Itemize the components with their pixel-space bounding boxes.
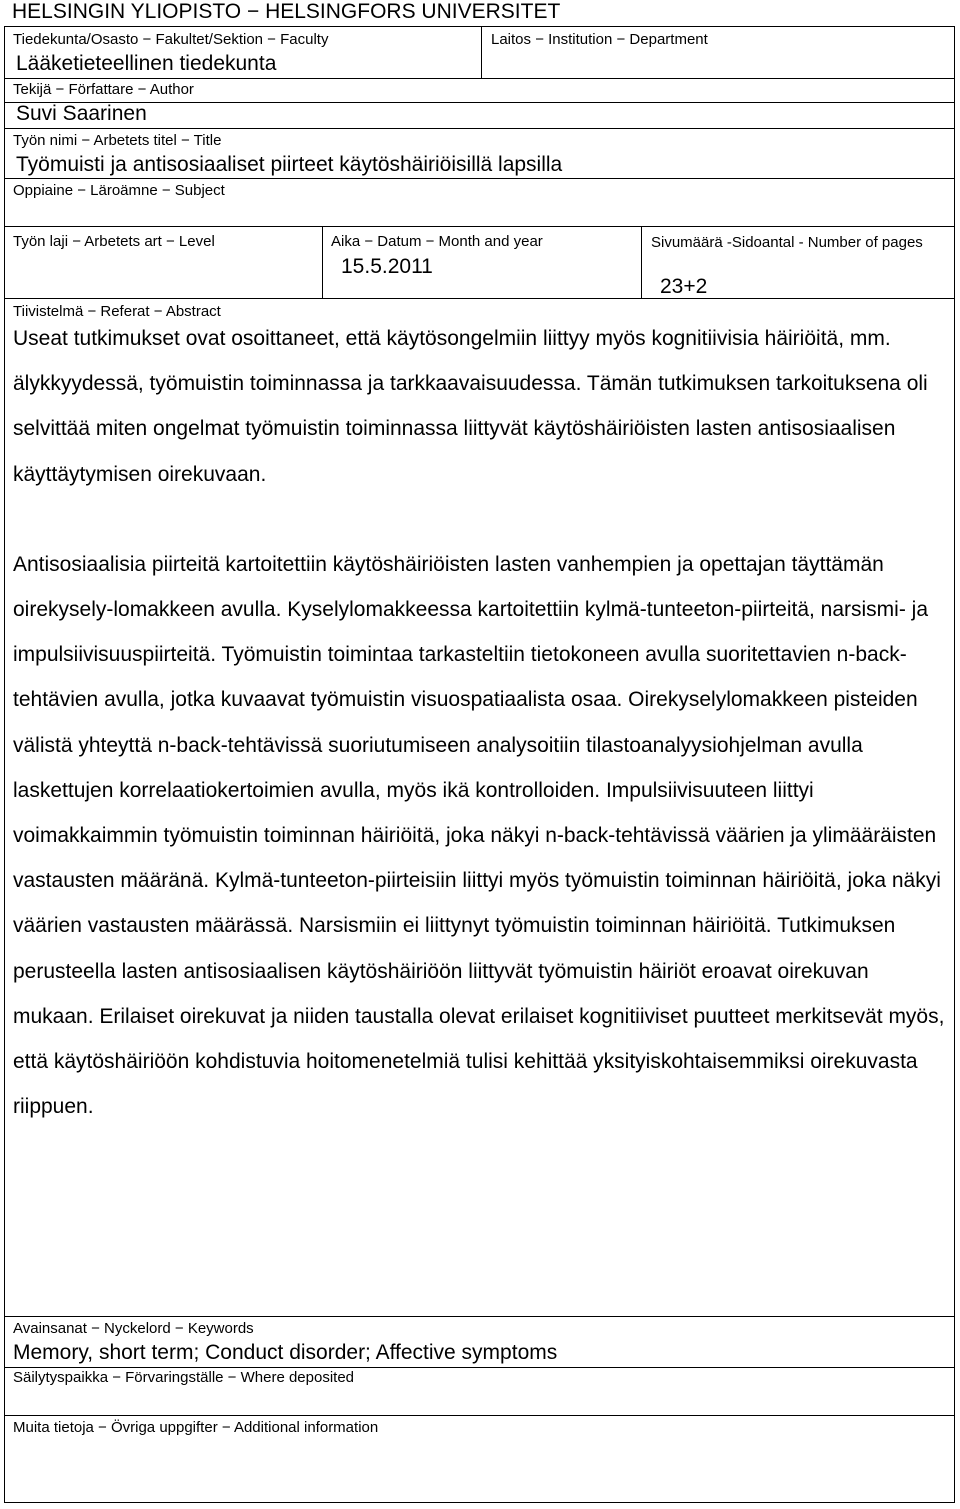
faculty-label: Tiedekunta/Osasto − Fakultet/Sektion − Faculty: [13, 31, 329, 48]
column-divider: [322, 226, 323, 298]
keywords-label: Avainsanat − Nyckelord − Keywords: [13, 1320, 254, 1337]
date-label: Aika − Datum − Month and year: [331, 233, 543, 250]
row-divider: [4, 1316, 955, 1317]
deposited-label: Säilytyspaikka − Förvaringställe − Where deposited: [13, 1369, 355, 1386]
pages-label: Sivumäärä -Sidoantal - Number of pages: [651, 234, 923, 251]
row-divider: [4, 128, 955, 129]
row-divider: [4, 178, 955, 179]
abstract-label: Tiivistelmä − Referat − Abstract: [13, 303, 221, 320]
additional-label: Muita tietoja − Övriga uppgifter − Additional information: [13, 1419, 379, 1436]
subject-label: Oppiaine − Läroämne − Subject: [13, 182, 225, 199]
pages-value: 23+2: [660, 275, 708, 298]
abstract-paragraph: Useat tutkimukset ovat osoittaneet, että käytösongelmiin liittyy myös kognitiivisia häiriöitä, mm. älykkyydessä, työmuistin toiminnassa ja tarkkaavaisuudessa. Tämän tutkimuksen tarkoituksena oli selvittää miten ongelmat työmuistin toiminnassa liittyvät käytöshäiriöisten lasten antisosiaalisen käyttäytymisen oirekuvaan.: [13, 327, 928, 486]
date-value: 15.5.2011: [341, 255, 433, 278]
abstract-paragraph: Antisosiaalisia piirteitä kartoitettiin käytöshäiriöisten lasten vanhempien ja opettajan täyttämän oirekysely-lomakkeen avulla. Kyselylomakkeessa kartoitettiin kylmä-tunteeton-piirteitä, narsismi- ja impulsiivisuuspiirteitä. Työmuistin toimintaa tarkasteltiin tietokoneen avulla suoritettavien n-back-tehtävien avulla, jotka kuvaavat työmuistin visuospatiaalista osaa. Oirekyselylomakkeen pisteiden välistä yhteyttä n-back-tehtävissä suoriutumiseen analysoitiin tilastoanalyysiohjelman avulla laskettujen korrelaatiokertoimien avulla, myös ikä kontrolloiden. Impulsiivisuuteen liittyi voimakkaimmin työmuistin toiminnan häiriöitä, joka näkyi n-back-tehtävissä väärien ja ylimääräisten vastausten määränä. Kylmä-tunteeton-piirteisiin liittyi myös työmuistin toiminnan häiriöitä, joka näkyi väärien vastausten määrässä. Narsismiin ei liittynyt työmuistin toiminnan häiriöitä. Tutkimuksen perusteella lasten antisosiaalisen käytöshäiriöön liittyvät työmuistin häiriöt eroavat oirekuvan mukaan. Erilaiset oirekuvat ja niiden taustalla olevat erilaiset kognitiiviset puutteet merkitsevät myös, että käytöshäiriöön kohdistuvia hoitomenetelmiä tulisi kehittää yksityiskohtaisemmiksi oirekuvasta riippuen.: [13, 552, 945, 1119]
faculty-value: Lääketieteellinen tiedekunta: [16, 52, 277, 75]
column-divider: [481, 26, 482, 78]
author-value: Suvi Saarinen: [16, 102, 147, 125]
university-header: HELSINGIN YLIOPISTO − HELSINGFORS UNIVERSITET: [12, 0, 561, 23]
department-label: Laitos − Institution − Department: [491, 31, 708, 48]
title-label: Työn nimi − Arbetets titel − Title: [13, 132, 222, 149]
abstract-body: [13, 316, 948, 1129]
row-divider: [4, 78, 955, 79]
row-divider: [4, 298, 955, 299]
row-divider: [4, 1367, 955, 1368]
column-divider: [641, 226, 642, 298]
level-label: Työn laji − Arbetets art − Level: [13, 233, 215, 250]
keywords-value: Memory, short term; Conduct disorder; Affective symptoms: [13, 1341, 558, 1364]
title-value: Työmuisti ja antisosiaaliset piirteet käytöshäiriöisillä lapsilla: [16, 153, 563, 176]
row-divider: [4, 1415, 955, 1416]
row-divider: [4, 226, 955, 227]
author-label: Tekijä − Författare − Author: [13, 81, 194, 98]
